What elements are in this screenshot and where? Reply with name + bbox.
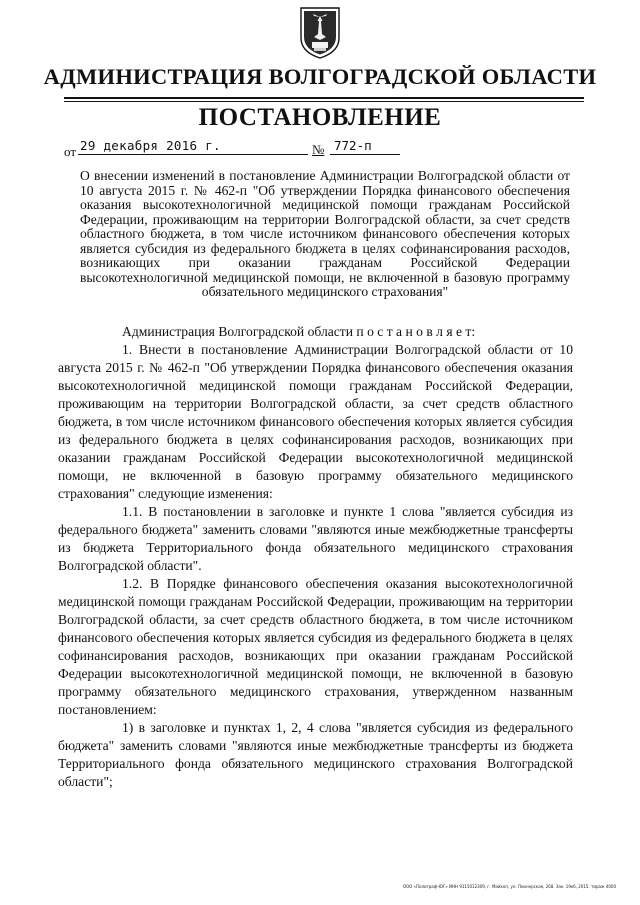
paragraph-1-2: 1.2. В Порядке финансового обеспечения оказания высокотехнологичной медицинской помощи гражданам Российской Федерации, проживающим на территории Волгоградской области, за счет средств областного бюджета, в том числе источником финансового обеспечения которых является субсидия из федерального бюджета в целях софинансирования расходов, возникающих при оказании гражданам Российской Федерации высокотехнологичной медицинской помощи, не включенной в базовую программу обязательного медицинского страхования, утвержденном названным постановлением: — [58, 576, 573, 717]
document-number: 772-п — [330, 138, 400, 155]
paragraph-item-1: 1) в заголовке и пунктах 1, 2, 4 слова "является субсидия из федерального бюджета" заменить словами "являются иные межбюджетные трансферты из бюджета Территориального фонда обязательного медицинского страхования Волгоградской области"; — [58, 720, 573, 789]
document-type-heading: ПОСТАНОВЛЕНИЕ — [198, 104, 442, 131]
document-subject: О внесении изменений в постановление Администрации Волгоградской области от 10 августа 2015 г. № 462-п "Об утверждении Порядка финансового обеспечения оказания высокотехнологичной медицинской помощи гражданам Российской Федерации, проживающим на территории Волгоградской области, за счет средств областного бюджета, в том числе источником финансового обеспечения которых является субсидия из федерального бюджета в целях софинансирования расходов, возникающих при оказании гражданам Российской Федерации высокотехнологичной медицинской помощи, не включенной в базовую программу обязательного медицинского страхования" — [80, 168, 570, 299]
preamble-text: Администрация Волгоградской области п о с т а н о в л я е т: — [122, 324, 476, 339]
document-body — [58, 323, 573, 791]
header-rule-thin — [64, 101, 584, 102]
paragraph-1-1: 1.1. В постановлении в заголовке и пункте 1 слова "является субсидия из федерального бюджета" заменить словами "являются иные межбюджетные трансферты из бюджета Территориального фонда обязательного медицинского страхования Волгоградской области". — [58, 504, 573, 573]
document-date: 29 декабря 2016 г. — [78, 138, 308, 155]
date-prefix-label: от — [64, 144, 77, 159]
printer-imprint: ООО «Полиграф-ЮГ» ИНН 9115012309, г. Майкоп, ул. Пионерская, 268. Зак. 19кб, 2015. тираж 4000 — [402, 884, 616, 889]
coat-of-arms-emblem — [298, 6, 342, 60]
header-rule-thick — [64, 97, 584, 99]
number-label: № — [312, 142, 325, 157]
paragraph-1: 1. Внести в постановление Администрации Волгоградской области от 10 августа 2015 г. № 462-п "Об утверждении Порядка финансового обеспечения оказания высокотехнологичной медицинской помощи гражданам Российской Федерации, проживающим на территории Волгоградской области, за счет средств областного бюджета, в том числе источником финансового обеспечения которых является субсидия из федерального бюджета в целях софинансирования расходов, возникающих при оказании гражданам Российской Федерации высокотехнологичной медицинской помощи, не включенной в базовую программу обязательного медицинского страхования" следующие изменения: — [58, 342, 573, 501]
date-number-line — [64, 138, 584, 160]
organization-title: АДМИНИСТРАЦИЯ ВОЛГОГРАДСКОЙ ОБЛАСТИ — [43, 64, 597, 89]
